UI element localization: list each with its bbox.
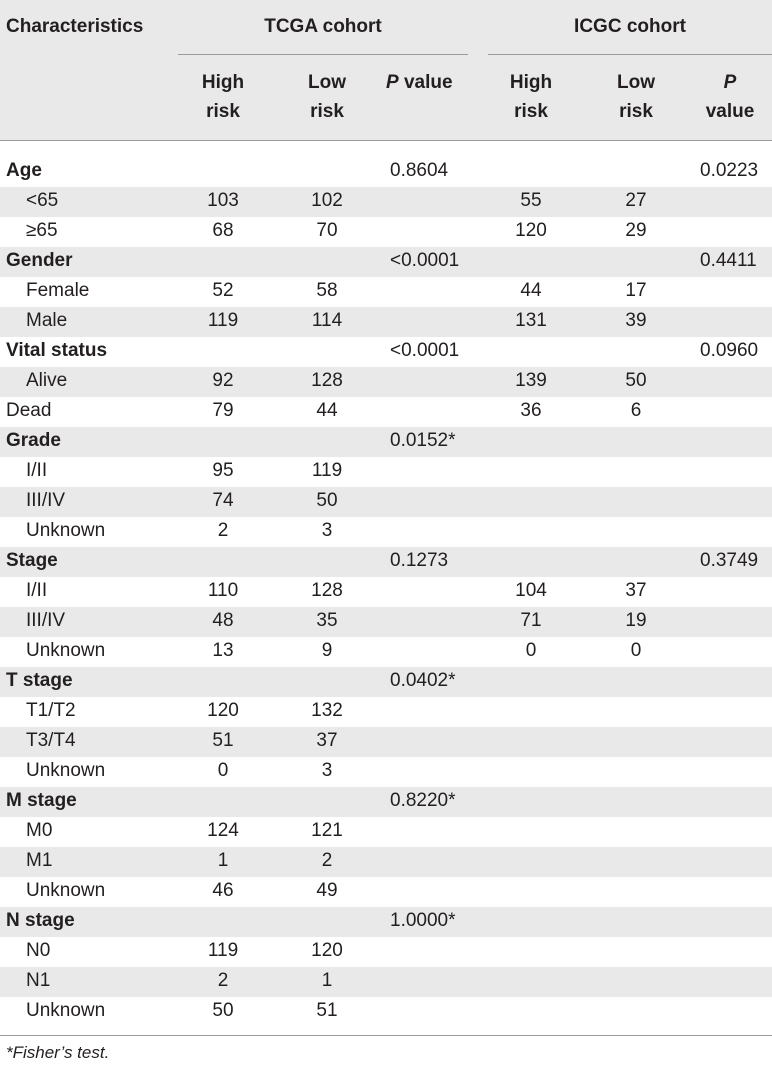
tcga-p-value-header	[386, 72, 453, 94]
tcga-high-risk-line1: High	[201, 72, 245, 93]
group-label: M stage	[6, 790, 77, 811]
tcga-low-risk-line2: risk	[310, 101, 344, 122]
tcga-high-risk-cell: 119	[207, 310, 239, 331]
tcga-low-risk-cell: 119	[311, 460, 343, 481]
row-label: <65	[26, 190, 59, 211]
icgc-p-value-cell: 0.0223	[700, 160, 759, 181]
row-label: ≥65	[26, 220, 58, 241]
tcga-header-rule	[178, 54, 468, 55]
table-bottom-rule	[0, 1035, 772, 1036]
tcga-high-risk-cell: 46	[212, 880, 234, 901]
tcga-low-risk-cell: 9	[321, 640, 333, 661]
group-label: Vital status	[6, 340, 108, 361]
tcga-p-value-cell: 0.1273	[390, 550, 449, 571]
icgc-high-risk-line1: High	[509, 72, 553, 93]
icgc-header-rule	[488, 54, 772, 55]
tcga-high-risk-cell: 79	[212, 400, 234, 421]
tcga-low-risk-cell: 2	[321, 850, 333, 871]
tcga-high-risk-cell: 2	[217, 520, 229, 541]
row-band	[0, 967, 772, 997]
tcga-high-risk-cell: 68	[212, 220, 234, 241]
group-label: Grade	[6, 430, 61, 451]
tcga-high-risk-cell: 50	[212, 1000, 234, 1021]
tcga-low-risk-cell: 35	[316, 610, 338, 631]
tcga-high-risk-cell: 95	[212, 460, 234, 481]
tcga-p-rest: value	[398, 72, 453, 93]
tcga-high-risk-cell: 0	[217, 760, 229, 781]
row-label: Unknown	[26, 760, 106, 781]
row-label: I/II	[26, 460, 48, 481]
tcga-low-risk-cell: 3	[321, 520, 333, 541]
tcga-low-risk-cell: 44	[316, 400, 338, 421]
header-bottom-rule	[0, 140, 772, 141]
tcga-low-risk-cell: 121	[311, 820, 343, 841]
tcga-p-value-cell: 0.0402*	[390, 670, 456, 691]
header-characteristics: Characteristics	[6, 16, 144, 37]
icgc-p-line2: value	[705, 101, 755, 122]
row-label: Unknown	[26, 880, 106, 901]
icgc-p-value-cell: 0.3749	[700, 550, 759, 571]
icgc-low-risk-cell: 50	[625, 370, 647, 391]
tcga-high-risk-line2: risk	[206, 101, 240, 122]
icgc-low-risk-cell: 39	[625, 310, 647, 331]
icgc-p-value-cell: 0.4411	[700, 250, 757, 271]
tcga-high-risk-cell: 124	[207, 820, 239, 841]
row-label: N0	[26, 940, 51, 961]
icgc-p-value-cell: 0.0960	[700, 340, 759, 361]
tcga-low-risk-cell: 128	[311, 580, 343, 601]
icgc-high-risk-cell: 71	[520, 610, 542, 631]
row-band	[0, 667, 772, 697]
row-label: Unknown	[26, 520, 106, 541]
tcga-high-risk-cell: 2	[217, 970, 229, 991]
icgc-high-risk-line2: risk	[514, 101, 548, 122]
icgc-p-line1: P	[723, 72, 737, 93]
tcga-high-risk-cell: 13	[212, 640, 234, 661]
tcga-low-risk-cell: 102	[311, 190, 343, 211]
row-band	[0, 727, 772, 757]
tcga-high-risk-cell: 51	[212, 730, 234, 751]
row-band	[0, 487, 772, 517]
tcga-low-risk-cell: 37	[316, 730, 338, 751]
tcga-high-risk-cell: 110	[207, 580, 239, 601]
icgc-low-risk-cell: 29	[625, 220, 647, 241]
tcga-low-risk-cell: 3	[321, 760, 333, 781]
tcga-p-italic: P	[386, 72, 399, 93]
row-label: III/IV	[26, 490, 66, 511]
row-label: III/IV	[26, 610, 66, 631]
row-band	[0, 907, 772, 937]
row-label: I/II	[26, 580, 48, 601]
tcga-high-risk-cell: 92	[212, 370, 234, 391]
tcga-high-risk-cell: 120	[207, 700, 239, 721]
icgc-high-risk-cell: 36	[520, 400, 542, 421]
icgc-high-risk-cell: 44	[520, 280, 542, 301]
row-band	[0, 427, 772, 457]
icgc-high-risk-cell: 139	[515, 370, 547, 391]
icgc-low-risk-cell: 17	[625, 280, 647, 301]
tcga-low-risk-cell: 51	[316, 1000, 338, 1021]
icgc-low-risk-line2: risk	[619, 101, 653, 122]
tcga-high-risk-cell: 1	[217, 850, 229, 871]
row-label: Dead	[6, 400, 52, 421]
icgc-low-risk-line1: Low	[617, 72, 655, 93]
row-label: M0	[26, 820, 53, 841]
header-tcga-cohort: TCGA cohort	[264, 16, 382, 37]
row-label: Unknown	[26, 1000, 106, 1021]
tcga-low-risk-cell: 49	[316, 880, 338, 901]
tcga-p-value-cell: <0.0001	[390, 250, 460, 271]
icgc-high-risk-cell: 0	[525, 640, 537, 661]
icgc-low-risk-cell: 0	[630, 640, 642, 661]
tcga-high-risk-cell: 119	[207, 940, 239, 961]
row-label: Alive	[26, 370, 68, 391]
tcga-p-value-cell: 0.8220*	[390, 790, 456, 811]
tcga-low-risk-cell: 1	[321, 970, 333, 991]
tcga-low-risk-cell: 50	[316, 490, 338, 511]
icgc-high-risk-cell: 131	[515, 310, 547, 331]
tcga-low-risk-cell: 114	[311, 310, 343, 331]
row-label: Unknown	[26, 640, 106, 661]
icgc-high-risk-cell: 55	[520, 190, 542, 211]
icgc-low-risk-cell: 37	[625, 580, 647, 601]
icgc-high-risk-cell: 120	[515, 220, 547, 241]
tcga-p-value-cell: 1.0000*	[390, 910, 456, 931]
row-band	[0, 847, 772, 877]
row-label: Male	[26, 310, 68, 331]
tcga-p-value-cell: <0.0001	[390, 340, 460, 361]
row-band	[0, 787, 772, 817]
icgc-low-risk-cell: 19	[625, 610, 647, 631]
group-label: T stage	[6, 670, 73, 691]
row-band	[0, 247, 772, 277]
row-label: Female	[26, 280, 90, 301]
tcga-low-risk-cell: 120	[311, 940, 343, 961]
row-band	[0, 547, 772, 577]
tcga-low-risk-cell: 58	[316, 280, 338, 301]
tcga-low-risk-cell: 128	[311, 370, 343, 391]
header-icgc-cohort: ICGC cohort	[574, 16, 686, 37]
footnote: *Fisher’s test.	[6, 1043, 110, 1062]
row-label: T1/T2	[26, 700, 76, 721]
group-label: Stage	[6, 550, 58, 571]
tcga-high-risk-cell: 74	[212, 490, 234, 511]
icgc-low-risk-cell: 6	[630, 400, 642, 421]
row-label: N1	[26, 970, 51, 991]
tcga-low-risk-line1: Low	[308, 72, 346, 93]
tcga-high-risk-cell: 48	[212, 610, 234, 631]
tcga-high-risk-cell: 52	[212, 280, 234, 301]
icgc-high-risk-cell: 104	[515, 580, 547, 601]
group-label: Gender	[6, 250, 73, 271]
row-label: T3/T4	[26, 730, 76, 751]
tcga-low-risk-cell: 132	[311, 700, 343, 721]
tcga-p-value-cell: 0.0152*	[390, 430, 456, 451]
tcga-high-risk-cell: 103	[207, 190, 239, 211]
tcga-p-value-cell: 0.8604	[390, 160, 449, 181]
group-label: N stage	[6, 910, 75, 931]
tcga-low-risk-cell: 70	[316, 220, 338, 241]
group-label: Age	[6, 160, 42, 181]
icgc-low-risk-cell: 27	[625, 190, 647, 211]
row-label: M1	[26, 850, 53, 871]
